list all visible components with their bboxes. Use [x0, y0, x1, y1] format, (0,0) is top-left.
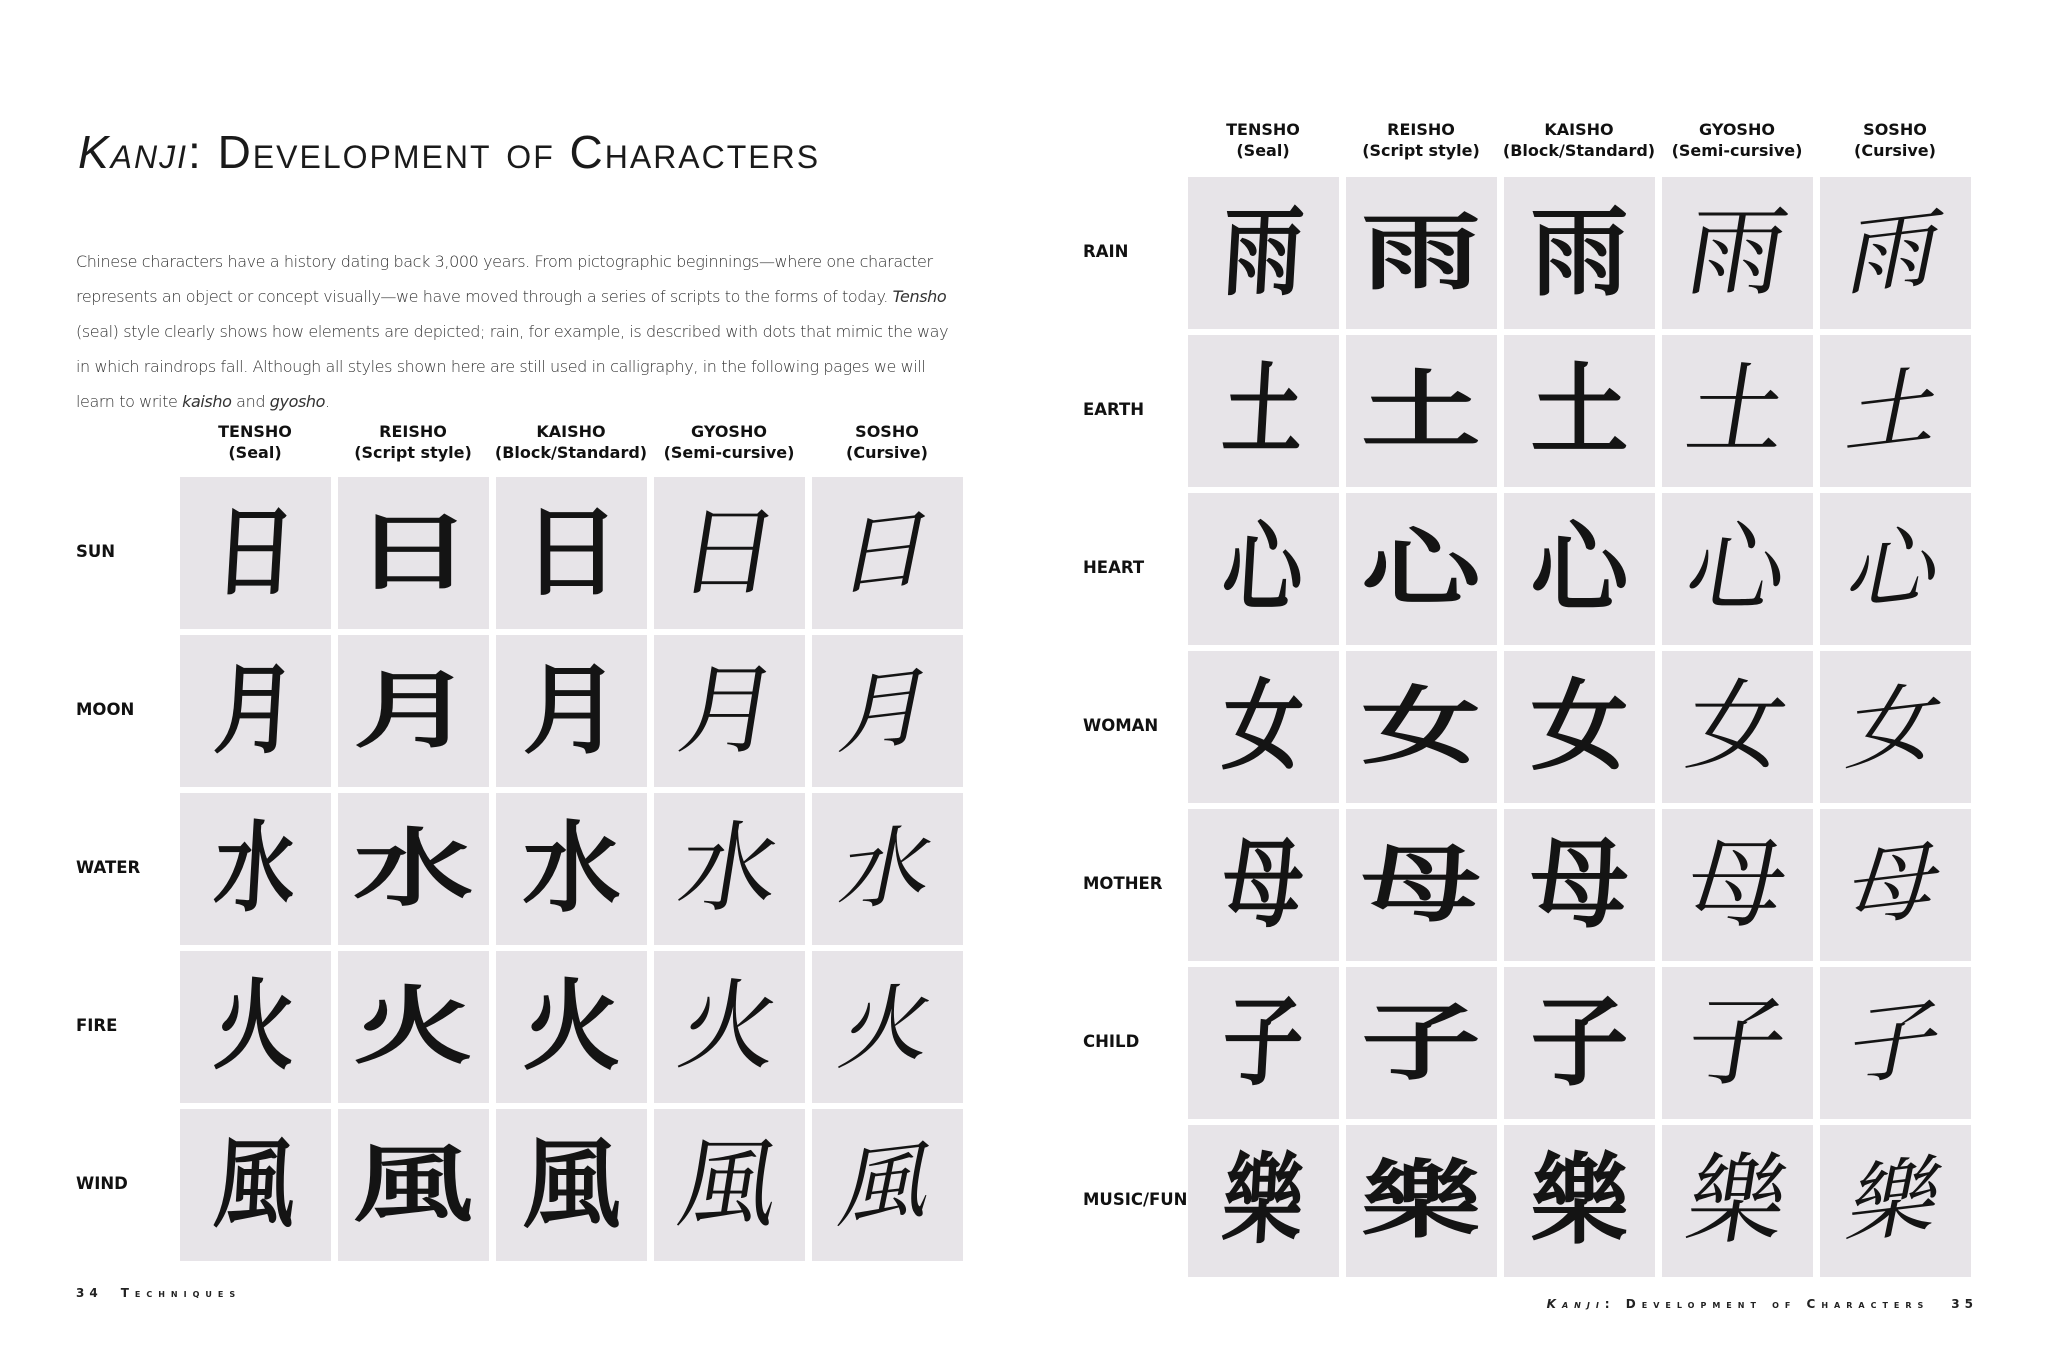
kanji-glyph-sosho: 樂 [1839, 1144, 1952, 1258]
char-cell-wind-tensho [180, 1109, 331, 1261]
kanji-glyph-reisho: 女 [1361, 677, 1482, 777]
kanji-glyph-tensho: 火 [212, 969, 300, 1084]
intro-text-1: Chinese characters have a history dating back 3,000 years. From pictographic beginnings—where one character represents an object or concept visually—we have moved through a series of scripts to the forms of today. [76, 252, 933, 306]
char-cell-heart-gyosho [1662, 493, 1813, 645]
right-column-header-reisho [1331, 119, 1511, 161]
kanji-glyph-sosho: 雨 [1839, 196, 1952, 310]
char-cell-water-gyosho [654, 793, 805, 945]
char-cell-mother-sosho [1820, 809, 1971, 961]
column-header-sub: (Cursive) [1854, 141, 1936, 160]
column-header-sub: (Block/Standard) [1502, 141, 1656, 160]
kanji-glyph-reisho: 樂 [1361, 1151, 1482, 1251]
char-cell-earth-reisho [1346, 335, 1497, 487]
kanji-glyph-gyosho: 火 [671, 970, 788, 1084]
column-header-sub: (Semi-cursive) [1671, 141, 1803, 160]
kanji-glyph-sosho: 母 [1839, 828, 1952, 942]
char-cell-child-tensho [1188, 967, 1339, 1119]
column-header-sub: (Script style) [354, 443, 472, 462]
char-cell-wind-kaisho [496, 1109, 647, 1261]
char-cell-child-reisho [1346, 967, 1497, 1119]
kanji-glyph-kaisho: 風 [522, 1127, 621, 1242]
char-cell-sun-tensho [180, 477, 331, 629]
intro-paragraph [76, 244, 966, 419]
char-cell-mother-kaisho [1504, 809, 1655, 961]
left-page-number: 34 [76, 1286, 103, 1300]
kanji-glyph-gyosho: 風 [671, 1128, 788, 1242]
kanji-glyph-sosho: 心 [1839, 512, 1952, 626]
row-label-mother: MOTHER [1083, 874, 1163, 893]
right-column-header-kaisho [1489, 119, 1669, 161]
kanji-glyph-tensho: 女 [1220, 669, 1308, 784]
char-cell-sun-kaisho [496, 477, 647, 629]
kanji-glyph-tensho: 樂 [1220, 1143, 1308, 1258]
kanji-glyph-sosho: 女 [1839, 670, 1952, 784]
char-cell-fire-gyosho [654, 951, 805, 1103]
column-header-name: REISHO [1387, 120, 1455, 139]
row-label-rain: RAIN [1083, 242, 1129, 261]
char-cell-woman-reisho [1346, 651, 1497, 803]
kanji-glyph-gyosho: 日 [671, 496, 788, 610]
char-cell-child-sosho [1820, 967, 1971, 1119]
char-cell-rain-tensho [1188, 177, 1339, 329]
kanji-glyph-gyosho: 母 [1679, 828, 1796, 942]
char-cell-woman-kaisho [1504, 651, 1655, 803]
column-header-name: KAISHO [536, 422, 606, 441]
char-cell-earth-gyosho [1662, 335, 1813, 487]
row-label-heart: HEART [1083, 558, 1145, 577]
column-header-name: GYOSHO [691, 422, 767, 441]
column-header-sub: (Block/Standard) [494, 443, 648, 462]
kanji-glyph-sosho: 月 [831, 654, 944, 768]
kanji-glyph-kaisho: 心 [1530, 511, 1629, 626]
char-cell-fire-tensho [180, 951, 331, 1103]
kanji-glyph-tensho: 日 [212, 495, 300, 610]
intro-text-3: and [231, 392, 270, 411]
kanji-glyph-gyosho: 心 [1679, 512, 1796, 626]
kanji-glyph-tensho: 水 [212, 811, 300, 926]
kanji-glyph-reisho: 水 [353, 819, 474, 919]
kanji-glyph-kaisho: 母 [1530, 827, 1629, 942]
intro-text-4: . [325, 392, 330, 411]
kanji-glyph-reisho: 日 [353, 503, 474, 603]
char-cell-woman-sosho [1820, 651, 1971, 803]
column-header-sub: (Script style) [1362, 141, 1480, 160]
char-cell-music-fun-reisho [1346, 1125, 1497, 1277]
intro-text-2: (seal) style clearly shows how elements are depicted; rain, for example, is described with dots that mimic the way in which raindrops fall. Although all styles shown here are still used in calligraphy, in the following pages we will learn to write [76, 322, 949, 411]
char-cell-water-kaisho [496, 793, 647, 945]
right-page-number: 35 [1951, 1297, 1978, 1311]
char-cell-water-sosho [812, 793, 963, 945]
kanji-glyph-sosho: 土 [1839, 354, 1952, 468]
row-label-woman: WOMAN [1083, 716, 1159, 735]
kanji-glyph-kaisho: 雨 [1530, 195, 1629, 310]
page-title [78, 125, 820, 179]
char-cell-rain-kaisho [1504, 177, 1655, 329]
kanji-glyph-gyosho: 樂 [1679, 1144, 1796, 1258]
row-label-moon: MOON [76, 700, 135, 719]
title-rest: : Development of Characters [188, 126, 821, 178]
kanji-glyph-tensho: 雨 [1220, 195, 1308, 310]
char-cell-earth-sosho [1820, 335, 1971, 487]
row-label-fire: FIRE [76, 1016, 118, 1035]
char-cell-rain-gyosho [1662, 177, 1813, 329]
kanji-glyph-kaisho: 火 [522, 969, 621, 1084]
column-header-sub: (Seal) [1236, 141, 1290, 160]
kanji-glyph-reisho: 子 [1361, 993, 1482, 1093]
column-header-name: TENSHO [218, 422, 292, 441]
kanji-glyph-kaisho: 土 [1530, 353, 1629, 468]
left-column-header-sosho [797, 421, 977, 463]
right-running-kanji: Kanji [1546, 1297, 1605, 1311]
char-cell-woman-gyosho [1662, 651, 1813, 803]
column-header-name: REISHO [379, 422, 447, 441]
left-footer [76, 1286, 241, 1300]
char-cell-music-fun-sosho [1820, 1125, 1971, 1277]
left-column-header-tensho [165, 421, 345, 463]
char-cell-sun-reisho [338, 477, 489, 629]
row-label-sun: SUN [76, 542, 116, 561]
kanji-glyph-tensho: 月 [212, 653, 300, 768]
column-header-name: SOSHO [1863, 120, 1927, 139]
row-label-wind: WIND [76, 1174, 128, 1193]
kanji-glyph-gyosho: 月 [671, 654, 788, 768]
char-cell-mother-gyosho [1662, 809, 1813, 961]
char-cell-fire-kaisho [496, 951, 647, 1103]
char-cell-earth-tensho [1188, 335, 1339, 487]
char-cell-water-tensho [180, 793, 331, 945]
column-header-sub: (Seal) [228, 443, 282, 462]
char-cell-moon-sosho [812, 635, 963, 787]
column-header-name: TENSHO [1226, 120, 1300, 139]
left-column-header-kaisho [481, 421, 661, 463]
row-label-earth: EARTH [1083, 400, 1145, 419]
char-cell-fire-sosho [812, 951, 963, 1103]
kanji-glyph-kaisho: 子 [1530, 985, 1629, 1100]
char-cell-wind-reisho [338, 1109, 489, 1261]
char-cell-mother-tensho [1188, 809, 1339, 961]
right-column-header-sosho [1805, 119, 1985, 161]
char-cell-wind-sosho [812, 1109, 963, 1261]
intro-em-tensho: Tensho [892, 287, 947, 306]
char-cell-heart-tensho [1188, 493, 1339, 645]
char-cell-rain-sosho [1820, 177, 1971, 329]
row-label-child: CHILD [1083, 1032, 1140, 1051]
char-cell-earth-kaisho [1504, 335, 1655, 487]
left-column-header-gyosho [639, 421, 819, 463]
kanji-glyph-tensho: 心 [1220, 511, 1308, 626]
kanji-glyph-reisho: 母 [1361, 835, 1482, 935]
kanji-glyph-tensho: 母 [1220, 827, 1308, 942]
char-cell-moon-tensho [180, 635, 331, 787]
column-header-name: SOSHO [855, 422, 919, 441]
right-running-head [1547, 1297, 1930, 1311]
left-column-header-reisho [323, 421, 503, 463]
kanji-glyph-sosho: 日 [831, 496, 944, 610]
kanji-glyph-reisho: 月 [353, 661, 474, 761]
char-cell-heart-sosho [1820, 493, 1971, 645]
char-cell-child-gyosho [1662, 967, 1813, 1119]
right-column-header-tensho [1173, 119, 1353, 161]
char-cell-fire-reisho [338, 951, 489, 1103]
row-label-water: WATER [76, 858, 141, 877]
intro-em-gyosho: gyosho [269, 392, 326, 411]
intro-em-kaisho: kaisho [182, 392, 232, 411]
kanji-glyph-reisho: 土 [1361, 361, 1482, 461]
kanji-glyph-gyosho: 子 [1679, 986, 1796, 1100]
char-cell-water-reisho [338, 793, 489, 945]
kanji-glyph-kaisho: 月 [522, 653, 621, 768]
char-cell-music-fun-gyosho [1662, 1125, 1813, 1277]
right-footer [1547, 1297, 1978, 1311]
column-header-name: KAISHO [1544, 120, 1614, 139]
row-label-music-fun: MUSIC/FUN [1083, 1190, 1188, 1209]
kanji-glyph-kaisho: 樂 [1530, 1143, 1629, 1258]
kanji-glyph-reisho: 心 [1361, 519, 1482, 619]
char-cell-sun-sosho [812, 477, 963, 629]
title-kanji: Kanji [78, 126, 189, 178]
kanji-glyph-sosho: 水 [831, 812, 944, 926]
kanji-glyph-gyosho: 雨 [1679, 196, 1796, 310]
char-cell-woman-tensho [1188, 651, 1339, 803]
kanji-glyph-kaisho: 水 [522, 811, 621, 926]
char-cell-rain-reisho [1346, 177, 1497, 329]
char-cell-child-kaisho [1504, 967, 1655, 1119]
column-header-name: GYOSHO [1699, 120, 1775, 139]
char-cell-music-fun-tensho [1188, 1125, 1339, 1277]
right-column-header-gyosho [1647, 119, 1827, 161]
kanji-glyph-kaisho: 女 [1530, 669, 1629, 784]
left-running-section: Techniques [120, 1286, 242, 1300]
kanji-glyph-sosho: 火 [831, 970, 944, 1084]
char-cell-heart-reisho [1346, 493, 1497, 645]
char-cell-heart-kaisho [1504, 493, 1655, 645]
kanji-glyph-gyosho: 女 [1679, 670, 1796, 784]
kanji-glyph-gyosho: 水 [671, 812, 788, 926]
char-cell-moon-reisho [338, 635, 489, 787]
kanji-glyph-tensho: 土 [1220, 353, 1308, 468]
kanji-glyph-reisho: 風 [353, 1135, 474, 1235]
char-cell-wind-gyosho [654, 1109, 805, 1261]
char-cell-moon-gyosho [654, 635, 805, 787]
kanji-glyph-gyosho: 土 [1679, 354, 1796, 468]
right-running-rest: : Development of Characters [1604, 1297, 1930, 1311]
kanji-glyph-kaisho: 日 [522, 495, 621, 610]
char-cell-mother-reisho [1346, 809, 1497, 961]
kanji-glyph-tensho: 子 [1220, 985, 1308, 1100]
kanji-glyph-reisho: 火 [353, 977, 474, 1077]
kanji-glyph-tensho: 風 [212, 1127, 300, 1242]
kanji-glyph-sosho: 子 [1839, 986, 1952, 1100]
char-cell-sun-gyosho [654, 477, 805, 629]
kanji-glyph-sosho: 風 [831, 1128, 944, 1242]
kanji-glyph-reisho: 雨 [1361, 203, 1482, 303]
char-cell-music-fun-kaisho [1504, 1125, 1655, 1277]
column-header-sub: (Cursive) [846, 443, 928, 462]
char-cell-moon-kaisho [496, 635, 647, 787]
column-header-sub: (Semi-cursive) [663, 443, 795, 462]
